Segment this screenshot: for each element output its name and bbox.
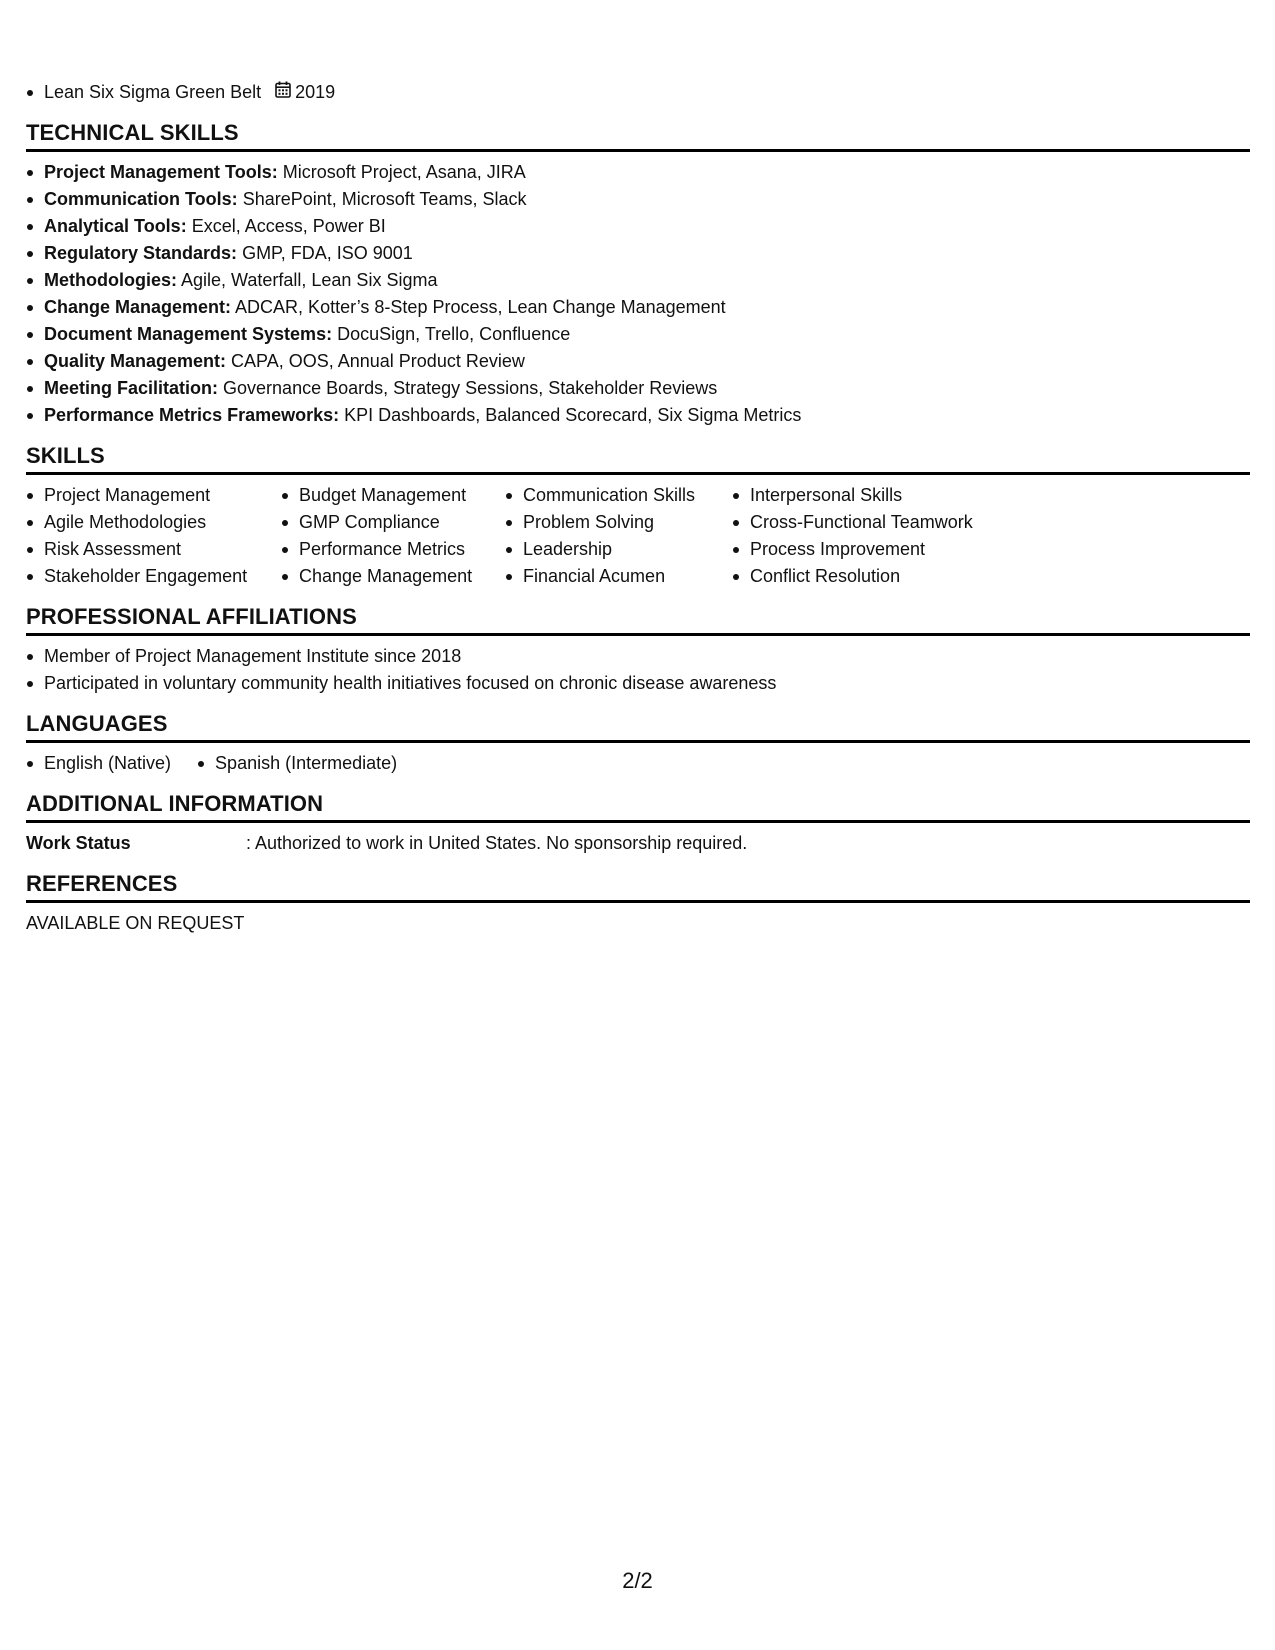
list-item: Cross-Functional Teamwork bbox=[732, 509, 1032, 536]
list-item: Problem Solving bbox=[505, 509, 732, 536]
list-item bbox=[26, 159, 1250, 186]
skills-grid bbox=[26, 475, 1250, 590]
skills-column bbox=[26, 482, 281, 590]
list-item: Spanish (Intermediate) bbox=[197, 750, 397, 777]
skill-category-value: Agile, Waterfall, Lean Six Sigma bbox=[181, 270, 438, 290]
list-item: Project Management bbox=[26, 482, 281, 509]
list-item: English (Native) bbox=[26, 750, 171, 777]
skill-category-value: Excel, Access, Power BI bbox=[191, 216, 386, 236]
work-status-value: : Authorized to work in United States. No sponsorship required. bbox=[246, 833, 748, 853]
section-title: LANGUAGES bbox=[26, 711, 1250, 743]
skill-category-value: DocuSign, Trello, Confluence bbox=[337, 324, 571, 344]
certification-year: 2019 bbox=[295, 82, 336, 102]
skill-category-label: Meeting Facilitation: bbox=[44, 378, 219, 398]
list-item: Stakeholder Engagement bbox=[26, 563, 281, 590]
skills-column bbox=[281, 482, 505, 590]
skill-category-value: SharePoint, Microsoft Teams, Slack bbox=[242, 189, 527, 209]
references-text: AVAILABLE ON REQUEST bbox=[26, 913, 245, 933]
list-item: Leadership bbox=[505, 536, 732, 563]
list-item bbox=[26, 267, 1250, 294]
list-item: Interpersonal Skills bbox=[732, 482, 1032, 509]
list-item: Conflict Resolution bbox=[732, 563, 1032, 590]
list-item: Change Management bbox=[281, 563, 505, 590]
affiliations-list bbox=[26, 636, 1250, 697]
certification-list bbox=[26, 79, 1250, 106]
skill-category-value: Microsoft Project, Asana, JIRA bbox=[282, 162, 526, 182]
skill-category-value: CAPA, OOS, Annual Product Review bbox=[231, 351, 525, 371]
skill-category-label: Document Management Systems: bbox=[44, 324, 333, 344]
skill-category-label: Quality Management: bbox=[44, 351, 227, 371]
skill-category-label: Performance Metrics Frameworks: bbox=[44, 405, 340, 425]
skill-category-label: Change Management: bbox=[44, 297, 232, 317]
skill-category-value: ADCAR, Kotter’s 8-Step Process, Lean Change Management bbox=[235, 297, 726, 317]
list-item bbox=[26, 213, 1250, 240]
skill-category-value: Governance Boards, Strategy Sessions, Stakeholder Reviews bbox=[223, 378, 718, 398]
list-item: Participated in voluntary community health initiatives focused on chronic disease awareness bbox=[26, 670, 1250, 697]
list-item: Risk Assessment bbox=[26, 536, 281, 563]
section-title: ADDITIONAL INFORMATION bbox=[26, 791, 1250, 823]
skill-category-label: Regulatory Standards: bbox=[44, 243, 238, 263]
technical-skills-list bbox=[26, 152, 1250, 429]
calendar-icon bbox=[275, 79, 291, 106]
list-item: Communication Skills bbox=[505, 482, 732, 509]
list-item: Process Improvement bbox=[732, 536, 1032, 563]
skill-category-label: Communication Tools: bbox=[44, 189, 238, 209]
list-item bbox=[26, 402, 1250, 429]
list-item: Performance Metrics bbox=[281, 536, 505, 563]
work-status-label: Work Status bbox=[26, 833, 131, 853]
languages-section bbox=[26, 711, 1250, 777]
list-item bbox=[26, 375, 1250, 402]
list-item: Budget Management bbox=[281, 482, 505, 509]
skills-section bbox=[26, 443, 1250, 590]
skill-category-value: GMP, FDA, ISO 9001 bbox=[242, 243, 413, 263]
list-item bbox=[26, 321, 1250, 348]
list-item: Agile Methodologies bbox=[26, 509, 281, 536]
skill-category-value: KPI Dashboards, Balanced Scorecard, Six Sigma Metrics bbox=[344, 405, 802, 425]
section-title: REFERENCES bbox=[26, 871, 1250, 903]
list-item: GMP Compliance bbox=[281, 509, 505, 536]
list-item: Member of Project Management Institute since 2018 bbox=[26, 643, 1250, 670]
skills-column bbox=[732, 482, 1032, 590]
list-item bbox=[26, 294, 1250, 321]
certification-name: Lean Six Sigma Green Belt bbox=[44, 82, 262, 102]
section-title: SKILLS bbox=[26, 443, 1250, 475]
affiliations-section bbox=[26, 604, 1250, 697]
list-item bbox=[26, 240, 1250, 267]
work-status-row bbox=[26, 823, 1250, 857]
page-number: 2/2 bbox=[622, 1568, 653, 1593]
list-item bbox=[26, 348, 1250, 375]
skill-category-label: Methodologies: bbox=[44, 270, 177, 290]
skill-category-label: Analytical Tools: bbox=[44, 216, 187, 236]
languages-list bbox=[26, 743, 1250, 777]
resume-page bbox=[26, 0, 1250, 937]
technical-skills-section bbox=[26, 120, 1250, 429]
list-item bbox=[26, 186, 1250, 213]
list-item: Financial Acumen bbox=[505, 563, 732, 590]
additional-information-section bbox=[26, 791, 1250, 857]
skills-column bbox=[505, 482, 732, 590]
certification-item bbox=[26, 79, 1250, 106]
section-title: PROFESSIONAL AFFILIATIONS bbox=[26, 604, 1250, 636]
skill-category-label: Project Management Tools: bbox=[44, 162, 278, 182]
references-section bbox=[26, 871, 1250, 937]
section-title: TECHNICAL SKILLS bbox=[26, 120, 1250, 152]
